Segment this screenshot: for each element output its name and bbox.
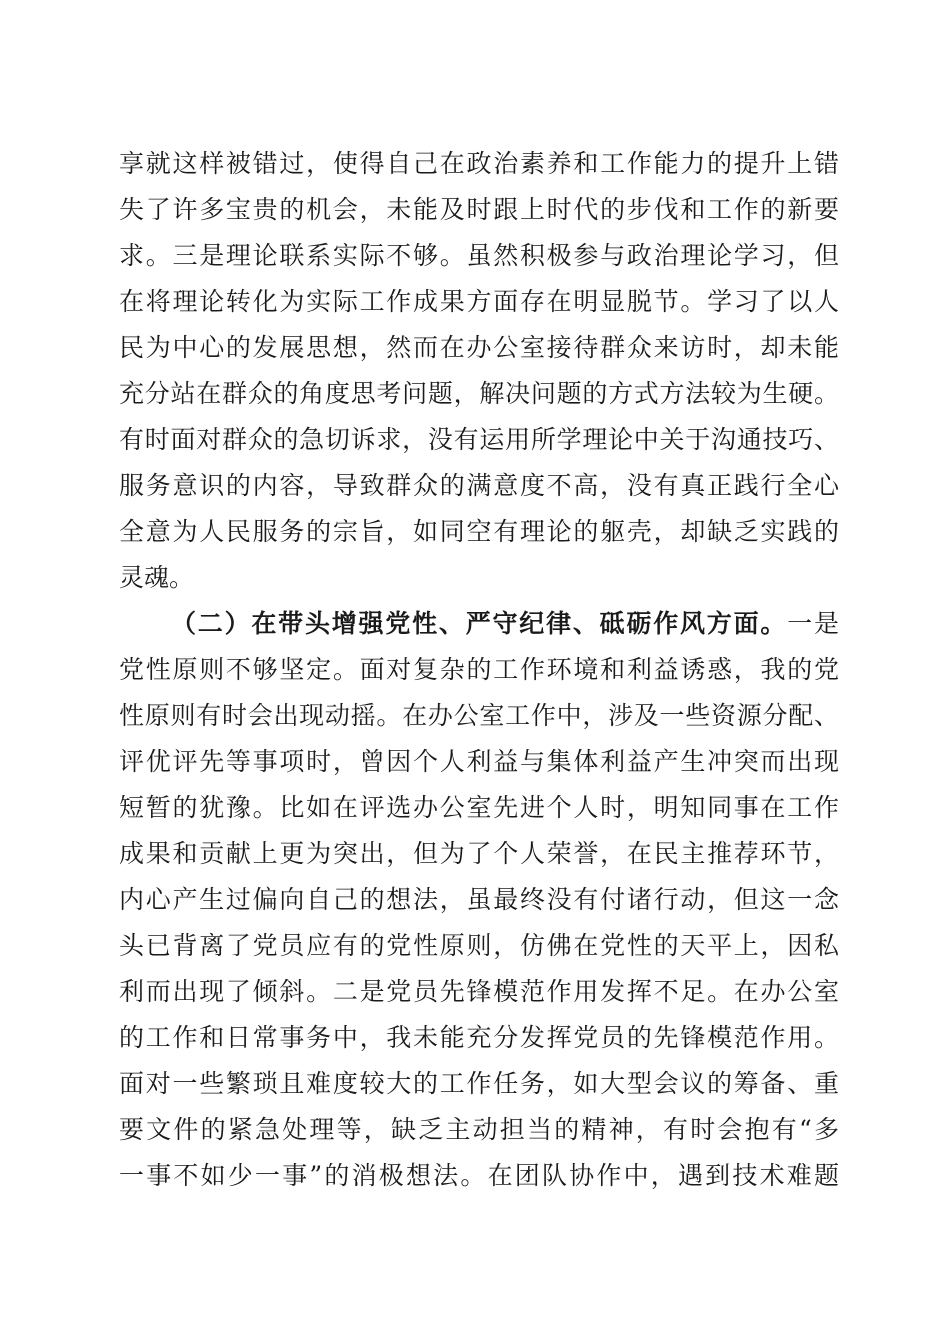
text-line: 利而出现了倾斜。二是党员先锋模范作用发挥不足。在办公室	[119, 977, 839, 1006]
text-line: 评优评先等事项时，曾因个人利益与集体利益产生冲突而出现	[119, 747, 839, 776]
section-heading-line	[119, 601, 839, 647]
text-line: 充分站在群众的角度思考问题，解决问题的方式方法较为生硬。	[119, 379, 839, 408]
body-text	[119, 141, 839, 1199]
text-line: 一事不如少一事”的消极想法。在团队协作中，遇到技术难题	[119, 1161, 839, 1190]
heading-line-rest: 一是	[787, 609, 839, 638]
text-line: 民为中心的发展思想，然而在办公室接待群众来访时，却未能	[119, 333, 839, 362]
text-line: 党性原则不够坚定。面对复杂的工作环境和利益诱惑，我的党	[119, 655, 839, 684]
text-line: 求。三是理论联系实际不够。虽然积极参与政治理论学习，但	[119, 241, 839, 270]
section-heading: （二）在带头增强党性、严守纪律、砥砺作风方面。	[171, 609, 788, 638]
text-line: 性原则有时会出现动摇。在办公室工作中，涉及一些资源分配、	[119, 701, 839, 730]
text-line: 服务意识的内容，导致群众的满意度不高，没有真正践行全心	[119, 471, 839, 500]
text-line: 全意为人民服务的宗旨，如同空有理论的躯壳，却缺乏实践的	[119, 517, 839, 546]
text-line: 失了许多宝贵的机会，未能及时跟上时代的步伐和工作的新要	[119, 195, 839, 224]
text-line: 要文件的紧急处理等，缺乏主动担当的精神，有时会抱有“多	[119, 1115, 839, 1144]
text-line: 短暂的犹豫。比如在评选办公室先进个人时，明知同事在工作	[119, 793, 839, 822]
text-line: 的工作和日常事务中，我未能充分发挥党员的先锋模范作用。	[119, 1023, 839, 1052]
text-line: 有时面对群众的急切诉求，没有运用所学理论中关于沟通技巧、	[119, 425, 839, 454]
text-line: 内心产生过偏向自己的想法，虽最终没有付诸行动，但这一念	[119, 885, 839, 914]
text-line: 面对一些繁琐且难度较大的工作任务，如大型会议的筹备、重	[119, 1069, 839, 1098]
text-line: 灵魂。	[119, 563, 195, 592]
text-line: 在将理论转化为实际工作成果方面存在明显脱节。学习了以人	[119, 287, 839, 316]
text-line: 头已背离了党员应有的党性原则，仿佛在党性的天平上，因私	[119, 931, 839, 960]
text-line: 成果和贡献上更为突出，但为了个人荣誉，在民主推荐环节，	[119, 839, 839, 868]
text-line: 享就这样被错过，使得自己在政治素养和工作能力的提升上错	[119, 149, 839, 178]
